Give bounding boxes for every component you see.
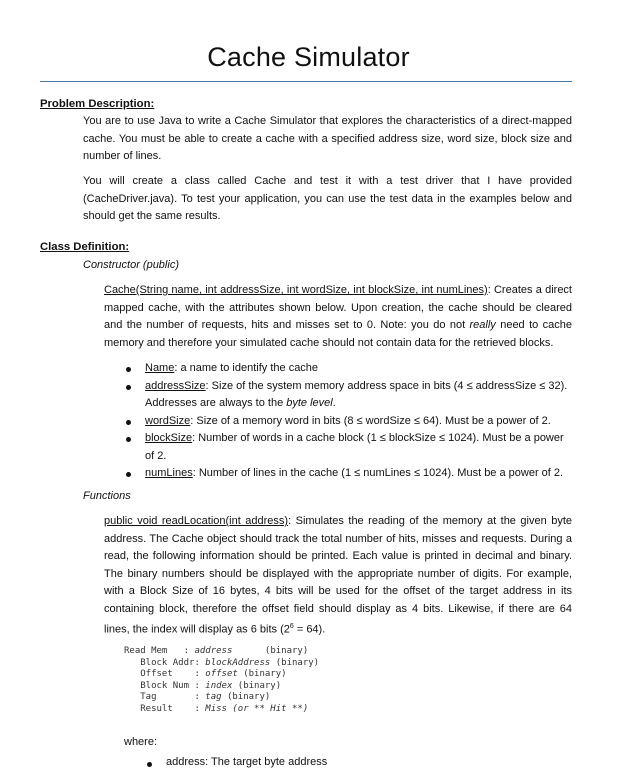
code-line: Read Mem : address (binary) [124,646,309,656]
where-label: where: [124,736,158,748]
bullet-icon [126,437,131,442]
constructor-description: Cache(String name, int addressSize, int wordSize, int blockSize, int numLines): Creates a direct mapped cache, with the attributes shown below. Upon creation, the cache should be cleared and the number of requests, hits and misses set to 0. Note: you do not really need to cache memory and therefore your simulated cache should not contain data for the retrieved blocks. [104,284,572,349]
problem-paragraph-1: You are to use Java to write a Cache Simulator that explores the characteristics of a direct-mapped cache. You must be able to create a cache with a specified address size, word size, block size and number of lines. [83,115,572,162]
output-format-code [124,646,319,715]
code-line: Block Num : index (binary) [124,680,282,691]
problem-heading: Problem Description: [40,98,155,110]
code-line: Result : Miss (or ** Hit **) [124,703,309,714]
code-line: Tag : tag (binary) [124,692,271,702]
attribute-item: Name: a name to identify the cache [145,362,319,374]
attribute-item: wordSize: Size of a memory word in bits (8 ≤ wordSize ≤ 64). Must be a power of 2. [145,414,551,427]
where-item: address: The target byte address [166,756,328,768]
code-line: Offset : offset (binary) [124,669,287,679]
attribute-item: blockSize: Number of words in a cache block (1 ≤ blockSize ≤ 1024). Must be a power of 2. [145,432,564,462]
problem-paragraph-2: You will create a class called Cache and test it with a test driver that I have provided (CacheDriver.java). To test your application, you can use the test data in the examples below and should get the same results. [83,175,572,222]
function-description: public void readLocation(int address): Simulates the reading of the memory at the given byte address. The Cache object should track the total number of hits, misses and requests. During a read, the following information should be printed. Each value is printed in decimal and binary. The binary numbers should be displayed with the appropriate number of digits. For example, with a Block Size of 16 bytes, 4 bits will be used for the offset of the target address in its containing block, therefore the offset field should display as 4 bits. Likewise, if there are 64 lines, the index will display as 6 bits $(2^6 = 64)$. [104,515,572,636]
bullet-icon [126,420,131,425]
bullet-icon [126,367,131,372]
bullet-icon [126,472,131,477]
constructor-signature: Cache(String name, int addressSize, int wordSize, int blockSize, int numLines) [104,284,488,296]
code-line: Block Addr: blockAddress (binary) [124,657,320,668]
function-signature: public void readLocation(int address) [104,515,289,527]
bullet-icon [126,385,131,390]
page-title: Cache Simulator [207,42,410,72]
title-divider [40,81,572,82]
attribute-item: addressSize: Size of the system memory address space in bits (4 ≤ addressSize ≤ 32). Addresses are always to the byte level. [145,379,568,409]
functions-label: Functions [83,490,131,502]
bullet-icon [147,762,152,767]
constructor-label: Constructor (public) [83,259,179,271]
class-definition-heading: Class Definition: [40,241,130,253]
attribute-item: numLines: Number of lines in the cache (1 ≤ numLines ≤ 1024). Must be a power of 2. [145,467,564,479]
